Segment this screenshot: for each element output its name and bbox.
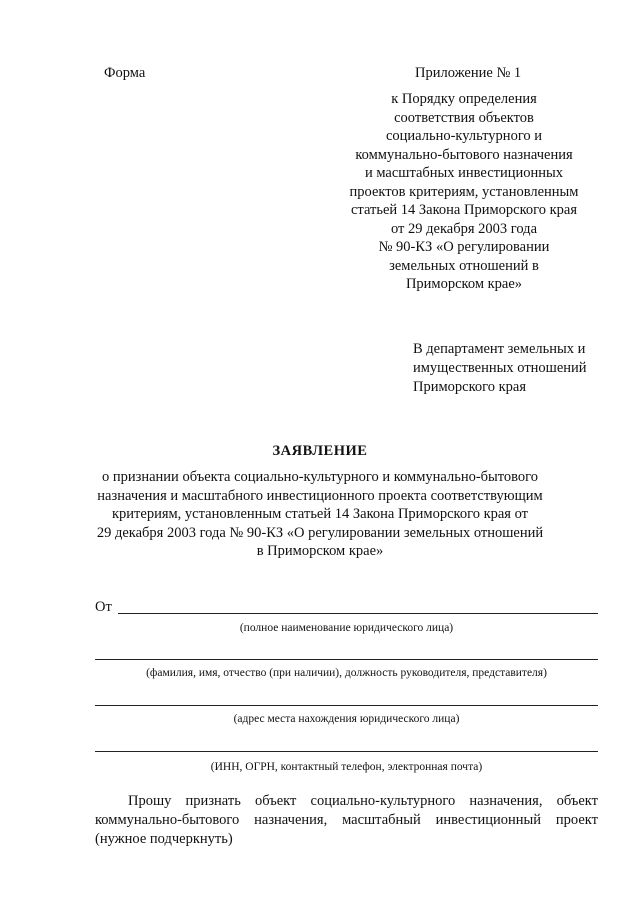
addressee-block <box>413 340 587 397</box>
from-label: От <box>95 599 112 615</box>
request-line: коммунально-бытового назначения, масштабный инвестиционный проект <box>95 812 598 828</box>
contacts-caption: (ИНН, ОГРН, контактный телефон, электронная почта) <box>210 761 483 773</box>
form-label: Форма <box>104 65 146 81</box>
document-subject <box>0 468 640 561</box>
appendix-ref-line: статьей 14 Закона Приморского края <box>351 202 577 218</box>
addressee-line: В департамент земельных и <box>413 341 586 357</box>
subject-line: критериям, установленным статьей 14 Закона Приморского края от <box>112 506 528 522</box>
appendix-ref-line: от 29 декабря 2003 года <box>391 220 537 237</box>
appendix-number: Приложение № 1 <box>415 65 522 81</box>
addressee-line: Приморского края <box>413 379 527 395</box>
request-paragraph <box>95 792 598 849</box>
address-caption: (адрес места нахождения юридического лица) <box>233 713 460 725</box>
request-line: Прошу признать объект социально-культурного назначения, объект <box>128 793 598 809</box>
appendix-ref-line: социально-культурного и <box>385 128 543 144</box>
org-name-caption: (полное наименование юридического лица) <box>239 622 454 634</box>
document-title: ЗАЯВЛЕНИЕ <box>272 443 368 459</box>
appendix-ref-line: проектов критериям, установленным <box>349 183 579 200</box>
appendix-ref-line: коммунально-бытового назначения <box>355 146 573 163</box>
head-name-field[interactable] <box>95 659 598 660</box>
addressee-line: имущественных отношений <box>413 360 587 376</box>
org-name-field[interactable] <box>118 613 598 614</box>
appendix-ref-line: земельных отношений в <box>389 257 539 274</box>
subject-line: назначения и масштабного инвестиционного проекта соответствующим <box>97 487 543 504</box>
subject-line: в Приморском крае» <box>256 543 384 559</box>
appendix-ref-line: № 90-КЗ «О регулировании <box>378 239 550 255</box>
appendix-ref-line: соответствия объектов <box>394 109 534 126</box>
request-line: (нужное подчеркнуть) <box>95 831 233 847</box>
appendix-reference <box>340 90 588 294</box>
subject-line: о признании объекта социально-культурного и коммунально-бытового <box>101 469 539 485</box>
subject-line: 29 декабря 2003 года № 90-КЗ «О регулировании земельных отношений <box>96 524 544 541</box>
appendix-ref-line: и масштабных инвестиционных <box>364 165 564 181</box>
appendix-ref-line: Приморском крае» <box>405 276 523 292</box>
address-field[interactable] <box>95 705 598 706</box>
appendix-ref-line: к Порядку определения <box>391 91 537 107</box>
head-name-caption: (фамилия, имя, отчество (при наличии), должность руководителя, представителя) <box>146 667 547 679</box>
contacts-field[interactable] <box>95 751 598 752</box>
